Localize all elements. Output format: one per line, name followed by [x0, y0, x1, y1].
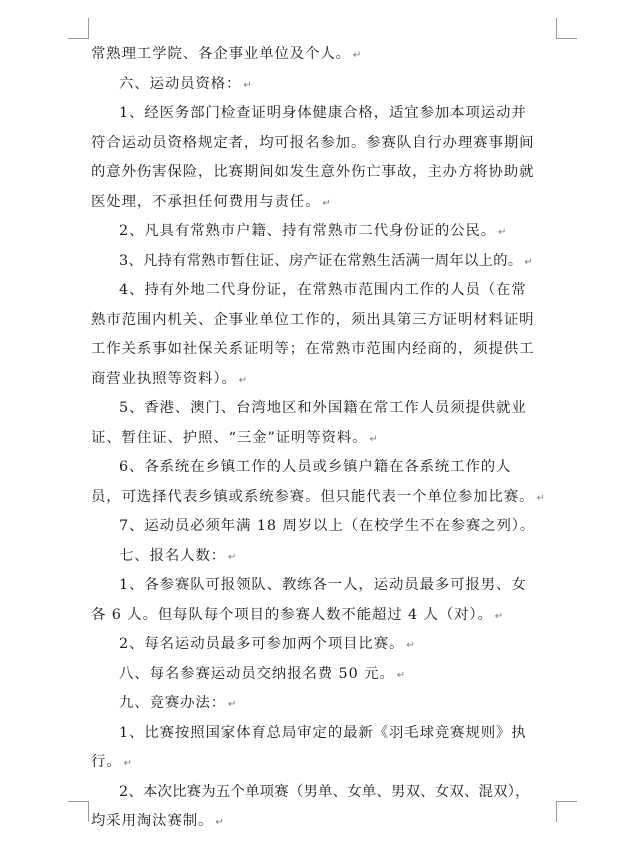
text-line: 医处理，不承担任何费用与责任。 ↵ — [91, 193, 331, 210]
text-line: 工作关系事如社保关系证明等；在常熟市范围内经商的，须提供工 — [91, 341, 535, 357]
paragraph-mark-icon: ↵ — [498, 227, 507, 238]
text-line: 常熟理工学院、各企事业单位及个人。 ↵ — [91, 46, 362, 62]
text-line: 3、凡持有常熟市暂住证、房产证在常熟生活满一周年以上的。 ↵ — [119, 252, 533, 269]
text-line: 均采用淘汰赛制。 ↵ — [91, 813, 224, 829]
text-line: 7、运动员必须年满 18 周岁以上（在校学生不在参赛之列）。 — [119, 518, 536, 534]
paragraph-mark-icon: ↵ — [123, 758, 132, 769]
text-line: 2、每名运动员最多可参加两个项目比赛。 ↵ — [119, 636, 415, 652]
crop-mark-bottom-left — [68, 801, 89, 822]
section-heading: 八、每名参赛运动员交纳报名费 50 元。 ↵ — [119, 665, 406, 682]
text-line: 5、香港、澳门、台湾地区和外国籍在常工作人员须提供就业 — [119, 400, 527, 416]
paragraph-mark-icon: ↵ — [536, 492, 545, 504]
text-line: 6、各系统在乡镇工作的人员或乡镇户籍在各系统工作的人 — [119, 459, 512, 475]
text-line: 1、经医务部门检查证明身体健康合格，适宜参加本项运动并 — [119, 105, 527, 121]
text-line: 商营业执照等资料）。 ↵ — [91, 370, 248, 387]
text-line: 2、凡具有常熟市户籍、持有常熟市二代身份证的公民。 ↵ — [119, 223, 507, 239]
section-heading: 七、报名人数： ↵ — [119, 547, 237, 564]
paragraph-mark-icon: ↵ — [228, 551, 237, 563]
paragraph-mark-icon: ↵ — [396, 669, 406, 681]
paragraph-mark-icon: ↵ — [524, 256, 533, 268]
paragraph-mark-icon: ↵ — [352, 50, 362, 61]
text-line: 4、持有外地二代身份证，在常熟市范围内工作的人员（在常 — [119, 282, 527, 298]
paragraph-mark-icon: ↵ — [215, 817, 224, 828]
text-line: 熟市范围内机关、企事业单位工作的，须出具第三方证明材料证明 — [91, 311, 535, 328]
paragraph-mark-icon: ↵ — [369, 433, 378, 445]
text-line: 2、本次比赛为五个单项赛（男单、女单、男双、女双、混双）， — [119, 783, 530, 800]
crop-mark-bottom-right — [556, 801, 577, 822]
paragraph-mark-icon: ↵ — [406, 640, 415, 651]
paragraph-mark-icon: ↵ — [322, 197, 331, 209]
paragraph-mark-icon: ↵ — [238, 374, 248, 386]
text-line: 证、暂住证、护照、“三金”证明等资料。 ↵ — [91, 429, 378, 446]
document-body[interactable] — [91, 40, 555, 837]
text-line: 符合运动员资格规定者，均可报名参加。参赛队自行办理赛事期间 — [91, 134, 535, 151]
text-line: 行。 ↵ — [91, 754, 132, 770]
crop-mark-top-right — [556, 18, 577, 39]
paragraph-mark-icon: ↵ — [494, 610, 504, 622]
paragraph-mark-icon: ↵ — [228, 699, 237, 710]
section-heading: 九、竞赛办法： ↵ — [119, 695, 237, 711]
text-line: 员，可选择代表乡镇或系统参赛。但只能代表一个单位参加比赛。 ↵ — [91, 488, 545, 505]
crop-mark-top-left — [68, 18, 89, 39]
text-line: 1、比赛按照国家体育总局审定的最新《羽毛球竞赛规则》执 — [119, 724, 527, 741]
text-line: 的意外伤害保险，比赛期间如发生意外伤亡事故，主办方将协助就 — [91, 164, 535, 180]
paragraph-mark-icon: ↵ — [243, 79, 252, 91]
text-line: 各 6 人。但每队每个项目的参赛人数不能超过 4 人（对）。 ↵ — [91, 606, 504, 623]
text-line: 1、各参赛队可报领队、教练各一人，运动员最多可报男、女 — [119, 577, 527, 593]
section-heading: 六、运动员资格： ↵ — [119, 75, 252, 92]
